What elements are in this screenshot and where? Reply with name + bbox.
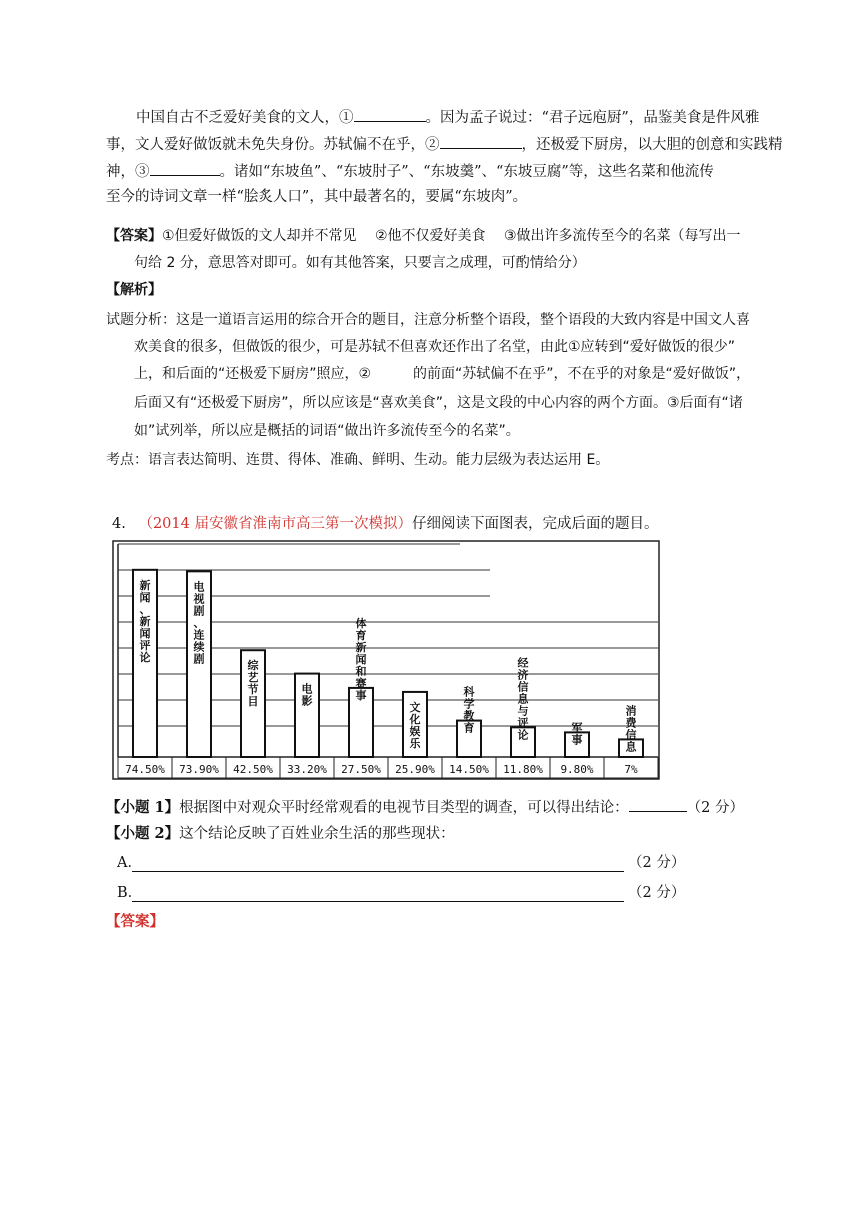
analysis-line-1: 试题分析：这是一道语言运用的综合开合的题目，注意分析整个语段，整个语段的大致内容是中国文人喜 — [106, 312, 750, 328]
bar-category-label: 军事 — [571, 721, 583, 747]
question-source: （2014 届安徽省淮南市高三第一次模拟） — [138, 516, 412, 532]
bar-value-label: 14.50% — [449, 763, 489, 776]
passage-line-1 — [136, 106, 759, 128]
passage-text: 。诸如“东坡鱼”、“东坡肘子”、“东坡羹”、“东坡豆腐”等，这些名菜和他流传 — [219, 164, 714, 180]
passage-text: 事，文人爱好做饭就未免失身份。苏轼偏不在乎，② — [106, 137, 440, 153]
bar-category-label: 文化娱乐 — [409, 700, 421, 750]
bar-category-label: 综艺节目 — [247, 659, 259, 709]
answer-text: ①但爱好做饭的文人却并不常见 ②他不仅爱好美食 ③做出许多流传至今的名菜（每写出一 — [162, 228, 741, 244]
analysis-label: 【解析】 — [106, 282, 162, 298]
sub1-blank — [629, 796, 687, 812]
blank-2 — [440, 133, 522, 149]
option-a-label: A． — [117, 855, 142, 871]
bar-value-label: 73.90% — [179, 763, 219, 776]
answer-line-1 — [106, 226, 741, 246]
analysis-line-4: 后面又有“还极爱下厨房”，所以应该是“喜欢美食”，这是文段的中心内容的两个方面。③后面有“诸 — [134, 395, 743, 411]
analysis-line-2: 欢美食的很多，但做饭的很少，可是苏轼不但喜欢还作出了名堂，由此①应转到“爱好做饭的很少” — [134, 339, 736, 355]
answer-line-2: 句给 2 分，意思答对即可。如有其他答案，只要言之成理，可酌情给分） — [134, 255, 586, 271]
bar-category-label: 体育新闻和赛事 — [355, 616, 367, 702]
passage-line-3 — [106, 160, 714, 182]
bar-chart — [112, 540, 660, 780]
option-b-score: （2 分） — [628, 885, 686, 901]
bar-value-label: 7% — [624, 763, 638, 776]
passage-text: 中国自古不乏爱好美食的文人，① — [136, 110, 354, 126]
sub2-text: 这个结论反映了百姓业余生活的那些现状： — [179, 826, 455, 842]
bar-value-label: 27.50% — [341, 763, 381, 776]
passage-text: ，还极爱下厨房，以大胆的创意和实践精 — [521, 137, 783, 153]
bar-category-label: 新闻、新闻评论 — [139, 578, 151, 664]
option-a-score: （2 分） — [628, 855, 686, 871]
analysis-line-5: 如”试列举，所以应是概括的词语“做出许多流传至今的名菜”。 — [134, 423, 520, 439]
blank-3 — [150, 160, 220, 176]
bar-value-label: 33.20% — [287, 763, 327, 776]
answer-label: 【答案】 — [106, 228, 162, 244]
bar-value-label: 25.90% — [395, 763, 435, 776]
sub2-label: 【小题 2】 — [106, 825, 180, 842]
passage-text: 神，③ — [106, 164, 150, 180]
bar-category-label: 消费信息 — [625, 704, 637, 754]
sub1-score: （2 分） — [686, 800, 744, 816]
bar-category-label: 经济信息与评论 — [517, 656, 529, 742]
passage-line-4: 至今的诗词文章一样“脍炙人口”，其中最著名的，要属“东坡肉”。 — [106, 189, 528, 205]
answer-2-label: 【答案】 — [106, 913, 164, 930]
blank-1 — [354, 106, 426, 122]
question-number: 4. — [112, 516, 126, 532]
kaodian-line: 考点：语言表达简明、连贯、得体、准确、鲜明、生动。能力层级为表达运用 E。 — [106, 452, 610, 468]
question-prompt: 仔细阅读下面图表，完成后面的题目。 — [411, 516, 659, 532]
bar-value-label: 42.50% — [233, 763, 273, 776]
sub1-label: 【小题 1】 — [106, 799, 180, 816]
question-4-line — [112, 514, 658, 534]
sub-question-2 — [106, 824, 455, 844]
sub1-text: 根据图中对观众平时经常观看的电视节目类型的调查，可以得出结论： — [179, 800, 629, 816]
bar-category-label: 电视剧、连续剧 — [193, 580, 205, 666]
option-b-blank — [132, 900, 624, 902]
bar-category-label: 科学教育 — [463, 685, 475, 735]
option-a-blank — [132, 870, 624, 872]
analysis-line-3: 上，和后面的“还极爱下厨房”照应，② 的前面“苏轼偏不在乎”，不在乎的对象是“爱好做饭”， — [134, 366, 751, 382]
bar-value-label: 74.50% — [125, 763, 165, 776]
bar-value-label: 9.80% — [560, 763, 594, 776]
sub-question-1 — [106, 796, 744, 818]
bar-value-label: 11.80% — [503, 763, 543, 776]
passage-line-2 — [106, 133, 783, 155]
passage-text: 。因为孟子说过：“君子远庖厨”，品鉴美食是件风雅 — [425, 110, 760, 126]
bar-category-label: 电影 — [301, 682, 313, 708]
option-b-label: B． — [117, 885, 143, 901]
